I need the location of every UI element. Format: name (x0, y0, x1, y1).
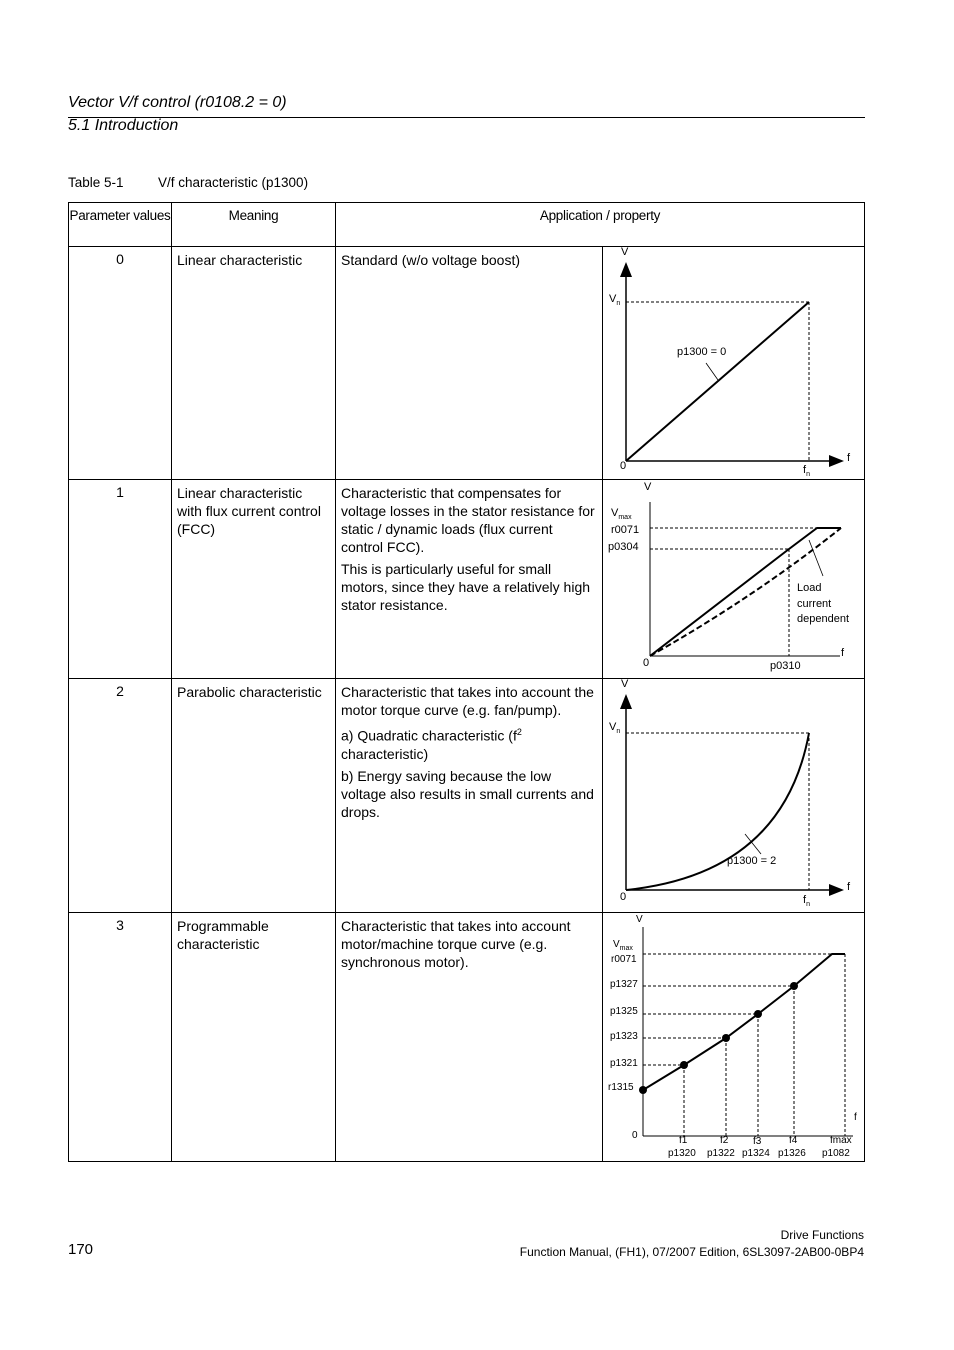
label-leader (809, 540, 823, 576)
f-label: f2 (720, 1135, 729, 1146)
origin-label: 0 (620, 891, 627, 903)
meaning-text: Linear characteristic with flux current control (FCC) (172, 480, 336, 679)
v-axis-label: V (644, 481, 652, 493)
column-header-meaning: Meaning (172, 203, 336, 247)
vmax-label: $V_{max}$ (613, 939, 633, 952)
breakpoint (680, 1061, 688, 1069)
param-value: 1 (69, 480, 172, 679)
table-row (69, 480, 865, 679)
column-header-parameter: Parameter values (69, 203, 172, 247)
load-label: Load (797, 582, 822, 594)
table-header-row (69, 203, 865, 247)
curve-label: p1300 = 2 (727, 855, 777, 867)
fn-label: $f_n$ (803, 464, 810, 478)
linear-characteristic-diagram (603, 247, 864, 479)
param-value: 2 (69, 679, 172, 913)
f-axis-label: f (841, 647, 845, 659)
application-cell (336, 247, 603, 480)
programmable-characteristic-diagram (603, 913, 864, 1161)
v-axis-arrow (620, 262, 632, 277)
vmax-label: $V_{max}$ (611, 507, 632, 521)
breakpoint (722, 1034, 730, 1042)
v-param-label: p1327 (610, 979, 638, 990)
v-axis-arrow (620, 694, 632, 709)
f-axis-label: f (854, 1112, 857, 1123)
f-param-label: p1326 (778, 1148, 806, 1159)
application-text: This is particularly useful for small motors, since they have a relatively high stator resistance. (341, 561, 591, 613)
param-value: 3 (69, 913, 172, 1162)
f-label: fmax (830, 1135, 852, 1146)
v-axis-label: V (621, 247, 629, 258)
application-cell (336, 480, 603, 679)
application-text: a) Quadratic characteristic ($f^2$ characteristic) (341, 727, 522, 762)
vn-label: $V_n$ (609, 293, 621, 307)
origin-label: 0 (620, 460, 627, 472)
figure-cell (603, 247, 865, 480)
p0304-label: p0304 (608, 541, 639, 553)
characteristic-line (626, 302, 809, 461)
running-header-title: Vector V/f control (r0108.2 = 0) (68, 94, 287, 111)
param-value: 0 (69, 247, 172, 480)
f-axis-arrow (829, 455, 844, 467)
column-header-application: Application / property (336, 203, 865, 247)
curve-label: p1300 = 0 (677, 346, 727, 358)
vn-label: $V_n$ (609, 721, 621, 735)
parabolic-curve (626, 733, 809, 890)
application-text: Characteristic that takes into account motor/machine torque curve (e.g. synchronous motor). (341, 918, 571, 970)
v-param-label: r0071 (611, 954, 637, 965)
f-axis-arrow (829, 884, 844, 896)
v-axis-label: V (636, 914, 643, 925)
application-cell (336, 913, 603, 1162)
breakpoint (639, 1086, 647, 1094)
f-param-label: p1082 (822, 1148, 850, 1159)
origin-label: 0 (643, 657, 650, 669)
v-param-label: p1323 (610, 1031, 638, 1042)
f-param-label: p1320 (668, 1148, 696, 1159)
fn-label: $f_n$ (803, 894, 810, 908)
application-text: b) Energy saving because the low voltage also results in small currents and drops. (341, 767, 594, 820)
figure-cell (603, 913, 865, 1162)
meaning-text: Programmable characteristic (172, 913, 336, 1162)
f-param-label: p1324 (742, 1148, 770, 1159)
f-axis-label: f (847, 452, 851, 464)
v-axis-label: V (621, 679, 629, 690)
application-text: Characteristic that takes into account the motor torque curve (e.g. fan/pump). (341, 684, 594, 718)
application-cell (336, 679, 603, 913)
v-param-label: r1315 (608, 1082, 634, 1093)
figure-cell (603, 480, 865, 679)
f-label: f4 (789, 1135, 798, 1146)
footer-doc-info: Function Manual, (FH1), 07/2007 Edition, 6SL3097-2AB00-0BP4 (519, 1245, 864, 1259)
p0310-label: p0310 (770, 660, 801, 672)
parabolic-characteristic-diagram (603, 679, 864, 912)
table-row (69, 247, 865, 480)
origin-label: 0 (632, 1130, 638, 1141)
page-number: 170 (68, 1241, 94, 1258)
f-axis-label: f (847, 881, 851, 893)
table-title: V/f characteristic (p1300) (158, 175, 309, 190)
application-text: Standard (w/o voltage boost) (341, 252, 520, 268)
v-param-label: p1321 (610, 1058, 638, 1069)
table-row (69, 679, 865, 913)
v-param-label: p1325 (610, 1006, 638, 1017)
figure-cell (603, 679, 865, 913)
meaning-text: Parabolic characteristic (172, 679, 336, 913)
f-label: f1 (679, 1135, 688, 1146)
f-label: f3 (753, 1136, 762, 1147)
vf-characteristic-table (68, 202, 865, 1162)
table-caption (68, 175, 308, 190)
breakpoint (790, 982, 798, 990)
load-label: current (797, 598, 832, 610)
footer-doc-title: Drive Functions (780, 1228, 864, 1242)
meaning-text: Linear characteristic (172, 247, 336, 480)
label-leader (706, 363, 718, 380)
f-param-label: p1322 (707, 1148, 735, 1159)
characteristic-line (643, 954, 845, 1090)
header-rule (68, 117, 865, 118)
table-number: Table 5-1 (68, 175, 124, 190)
breakpoint (754, 1010, 762, 1018)
load-label: dependent (797, 613, 849, 625)
fcc-characteristic-diagram (603, 480, 864, 678)
r0071-label: r0071 (611, 524, 640, 536)
running-header-section: 5.1 Introduction (68, 117, 179, 134)
table-row (69, 913, 865, 1162)
application-text: Characteristic that compensates for voltage losses in the stator resistance for static / dynamic loads (flux current control FCC). (341, 485, 595, 555)
